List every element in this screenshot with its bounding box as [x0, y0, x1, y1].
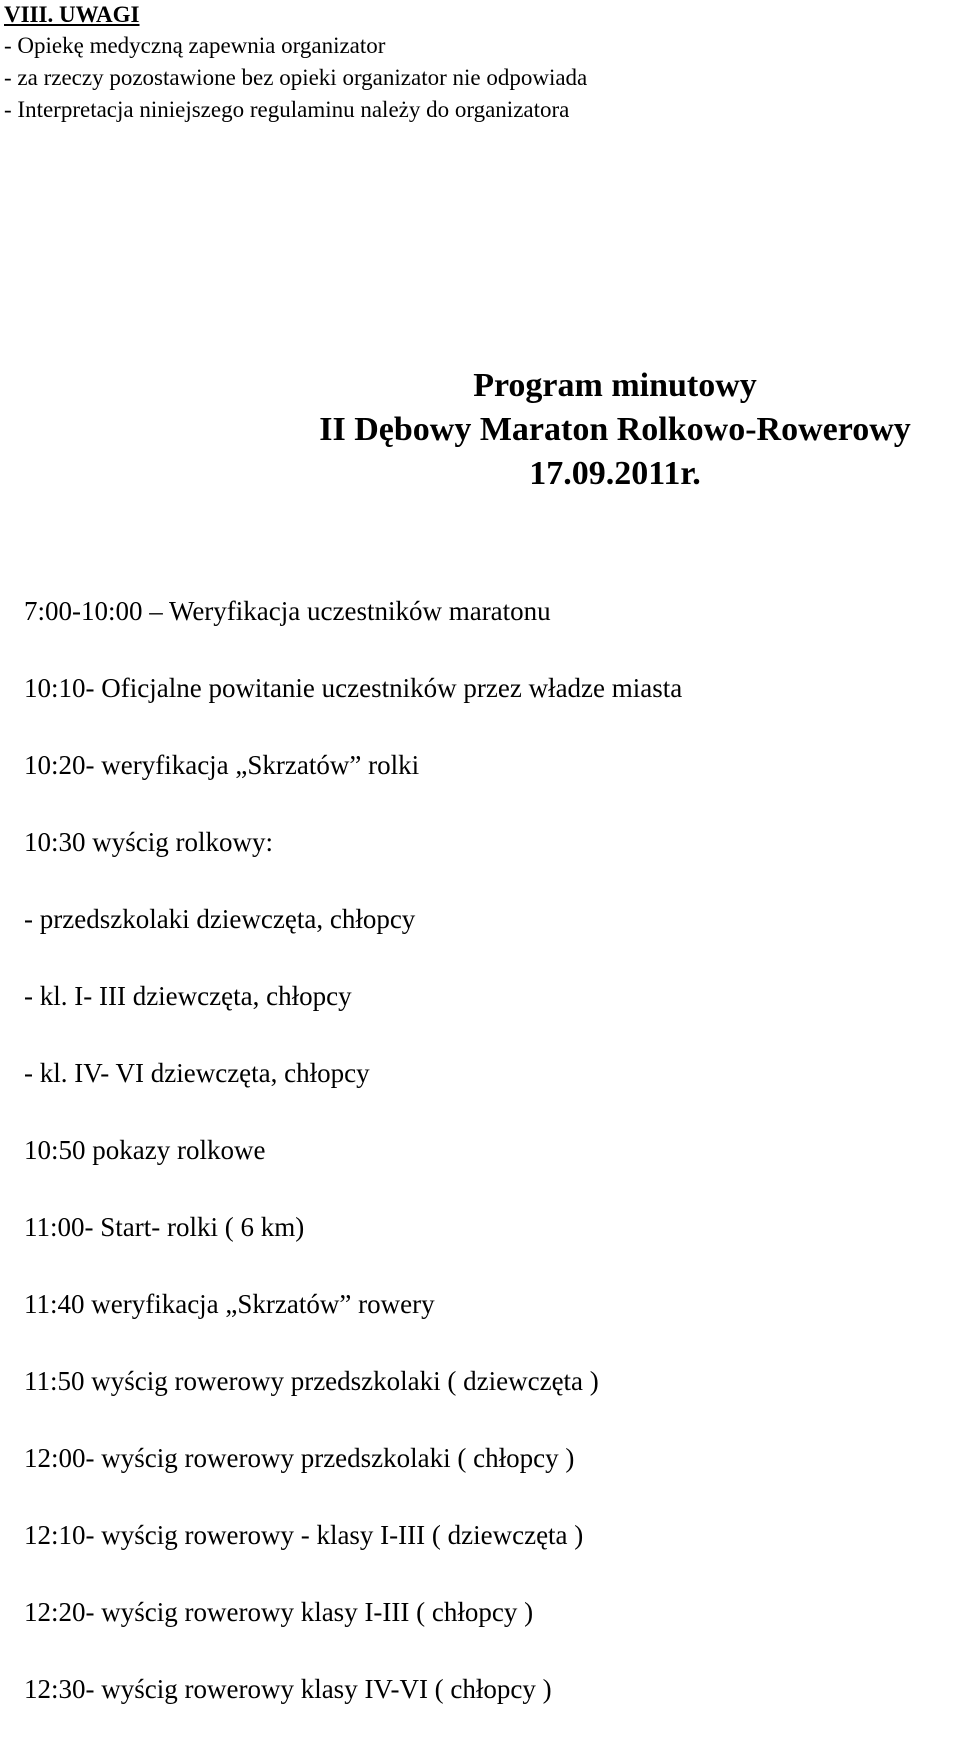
- schedule-item: 12:10- wyścig rowerowy - klasy I-III ( dziewczęta ): [24, 1520, 584, 1550]
- schedule-item: - przedszkolaki dziewczęta, chłopcy: [24, 904, 416, 934]
- schedule-item: 10:20- weryfikacja „Skrzatów” rolki: [24, 750, 420, 780]
- schedule-item: 11:40 weryfikacja „Skrzatów” rowery: [24, 1289, 435, 1319]
- schedule-item: 12:20- wyścig rowerowy klasy I-III ( chłopcy ): [24, 1597, 534, 1627]
- schedule-item: 10:10- Oficjalne powitanie uczestników przez władze miasta: [24, 673, 683, 703]
- event-date: 17.09.2011r.: [529, 455, 701, 492]
- schedule-item: 12:30- wyścig rowerowy klasy IV-VI ( chłopcy ): [24, 1674, 552, 1704]
- schedule-item: 11:00- Start- rolki ( 6 km): [24, 1212, 305, 1242]
- remark-interpretation: - Interpretacja niniejszego regulaminu należy do organizatora: [4, 97, 570, 122]
- program-title: Program minutowy: [473, 367, 757, 404]
- schedule-item: 7:00-10:00 – Weryfikacja uczestników maratonu: [24, 596, 551, 626]
- schedule-item: - kl. IV- VI dziewczęta, chłopcy: [24, 1058, 370, 1088]
- schedule-item: 10:50 pokazy rolkowe: [24, 1135, 266, 1165]
- schedule-list: [24, 595, 682, 1750]
- remarks-section: [4, 0, 587, 126]
- schedule-item: 12:00- wyścig rowerowy przedszkolaki ( chłopcy ): [24, 1443, 575, 1473]
- schedule-item: 10:30 wyścig rolkowy:: [24, 827, 273, 857]
- schedule-item: 11:50 wyścig rowerowy przedszkolaki ( dziewczęta ): [24, 1366, 599, 1396]
- event-name: II Dębowy Maraton Rolkowo-Rowerowy: [319, 411, 911, 448]
- schedule-item: - kl. I- III dziewczęta, chłopcy: [24, 981, 352, 1011]
- remark-unattended-items: - za rzeczy pozostawione bez opieki organizator nie odpowiada: [4, 65, 588, 90]
- remarks-heading: VIII. UWAGI: [4, 2, 140, 27]
- remark-medical-care: - Opiekę medyczną zapewnia organizator: [4, 33, 386, 58]
- program-title-block: [270, 364, 960, 496]
